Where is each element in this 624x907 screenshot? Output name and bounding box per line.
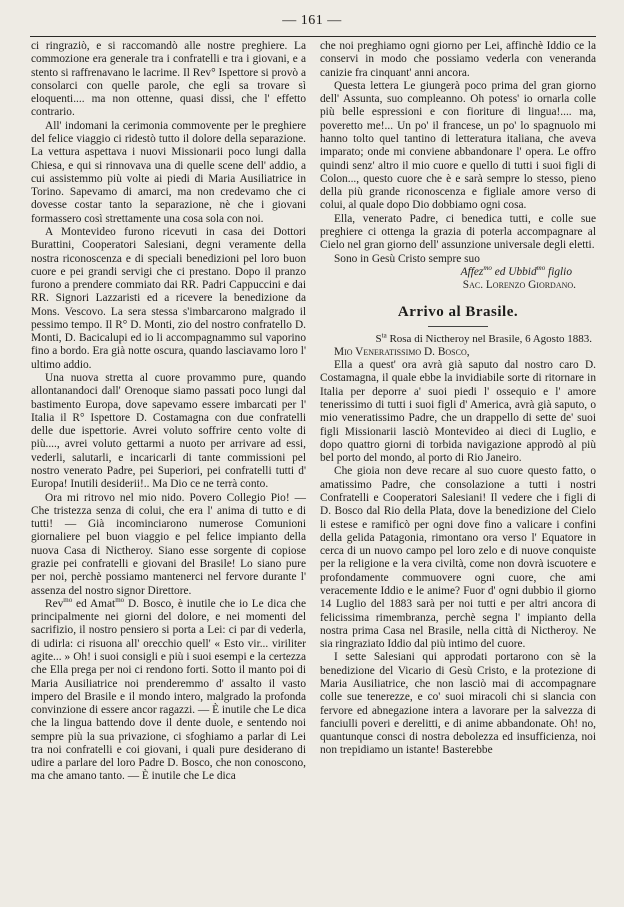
paragraph: Ora mi ritrovo nel mio nido. Povero Collegio Pio! — Che tristezza senza di colui, che era l' anima di tutto e di tutti! — Già incominciarono numerose Comunioni giornaliere pel buon viaggio e pel felice impianto della nuova Casa di Nictheroy. Siano esse sorgente di copiose grazie pei confratelli e giovani del Brasile! Lo siano pure per noi, perchè possiamo mantenerci nel fervore durante l' assenza del nostro signor Direttore. <box>31 491 306 597</box>
salutation: Mio Veneratissimo D. Bosco, <box>334 345 470 358</box>
signature-closing: Affez$^{mo}$ ed Ubbid$^{mo}$ figlio <box>460 264 572 278</box>
paragraph: Ella, venerato Padre, ci benedica tutti, e colle sue preghiere ci ottenga la grazia di poterla accompagnare al Cielo nel gran giorno dell' assunzione universale degli eletti. <box>320 212 596 252</box>
right-column <box>320 40 596 758</box>
paragraph: Ella a quest' ora avrà già saputo dal nostro caro D. Costamagna, il quale ebbe la invidiabile sorte di ritornare in Italia per deporre a' suoi piedi l' ossequio e l' amore tenerissimo di tutti i suoi figli d' America, avrà già saputo, o mio veneratissimo Padre, che un drappello di sette de' suoi figli Missionarii lasciò Montevideo ai dieci di Luglio, e dopo quattro giorni di torbida navigazione approdò al più bel porto del mondo, al porto di Rio Janeiro. <box>320 359 596 465</box>
paragraph: All' indomani la cerimonia commovente per le preghiere del felice viaggio ci ridestò tutto il dolore della separazione. La vettura aspettava i nuovi Missionarii poco lungi dalla Chiesa, e qui si rinnovava una di quelle scene dell' addio, a cui assistemmo più volte ai piedi di Maria Ausiliatrice in Torino. Sapevamo di amarci, ma non credevamo che ci dovesse costar tanto la separazione, nè che i giovani formassero così strettamente una cosa sola con noi. <box>31 119 306 225</box>
page-number: — 161 — <box>282 13 342 28</box>
section-title-underline <box>428 326 488 327</box>
dateline: $S^{ta}$ Rosa di Nictheroy nel Brasile, 6 Agosto 1883. <box>375 330 592 345</box>
paragraph: che noi preghiamo ogni giorno per Lei, affinchè Iddio ce la conservi in modo che possiamo vederla con veneranda canizie fra cinquant' anni ancora. <box>320 40 596 79</box>
left-column <box>31 40 306 784</box>
paragraph: Che gioia non deve recare al suo cuore questo fatto, o amatissimo Padre, che consolazione a tutti i nostri Confratelli e Cooperatori Salesiani! Il vedere che i figli di D. Bosco dal Rio della Plata, dove la benedizione del Cielo li estese e ramificò per ogni dove fino a valicare i confini della gelida Patagonia, rimontano ora verso l' Equatore in cerca di un nuovo campo pel loro zelo e di nuove conquiste per la religione e la vera civiltà, come non dovrà iscuotere e profondamente commuovere ogni cuore, che ami veracemente Iddio e le anime? Fuor d' ogni dubbio il giorno 14 Luglio del 1883 sarà per noi tutti e per altri ancora di felicissima rimembranza, perchè segna l' impianto della nostra prima Casa nel Brasile, nella città di Nictheroy. Ne sia ringraziato Iddio dal più intimo del cuore. <box>320 465 596 651</box>
paragraph: Una nuova stretta al cuore provammo pure, quando allontanandoci dall' Orenoque siamo passati poco lungi dal bastimento Europa, dove sapevamo essere imbarcati per l' Italia il R° Ispettore D. Costamagna con due confratelli delle due ispettorie. Avrei voluto soffrire cento volte di più...., avrei voluto gettarmi a nuoto per arrivare ad essi, vederli, salutarli, e incaricarli di tante commissioni pel nostro venerato Padre, pei Superiori, pei confratelli tutti d' Europa! Inutili desiderii!.. Ma Dio ce ne terrà conto. <box>31 372 306 491</box>
paragraph: A Montevideo furono ricevuti in casa dei Dottori Burattini, Cooperatori Salesiani, degni veramente della nostra riconoscenza e di speciali benedizioni pel loro buon cuore e pei grandi servigi che ci prestano. Dopo il pranzo furono a prendere commiato dai RR. Padri Cappuccini e dai RR. Signori Lazzaristi ed a ricevere la benedizione da Mons. Vescovo. La sera stessa s'imbarcarono malgrado il pessimo tempo. Il R° D. Monti, zio del nostro confratello D. Monti, D. Bacicalupi ed io li accompagnammo sul vaporino fino a bordo. Era già notte oscura, quando lasciavamo loro l' ultimo addio. <box>31 225 306 371</box>
signature-name: Sac. Lorenzo Giordano. <box>462 279 576 292</box>
paragraph: I sette Salesiani qui approdati portarono con sè la benedizione del Vicario di Gesù Cristo, e la protezione di Maria Ausiliatrice, che non lasciò mai di accompagnare colle sue tenerezze, e co' suoi miracoli chi si slancia con fervore ed abnegazione intera a lavorare per la salvezza di fanciulli poveri e derelitti, e di anime abbandonate. Oh! no, quantunque consci di nostra debolezza ed insufficienza, noi non trepidiamo un istante! Basterebbe <box>320 651 596 757</box>
paragraph: Questa lettera Le giungerà poco prima del gran giorno dell' Assunta, suo compleanno. Oh potess' io ornarla colle più belle espressioni e con fioriture di lingua!.... ma, poveretto me!... Un po' il francese, un po' lo spagnuolo mi hanno tolto quel tantino di letteratura italiana, che aveva imparato; onde mi conviene abbandonare l' opera. Le offro quindi senz' altro il mio cuore e quello di tutti i suoi figli di Colon..., questo cuore che è e sarà sempre lo stesso, pieno della più grande riconoscenza e figliale amore verso di colui, al quale dopo Dio dobbiamo ogni cosa. <box>320 79 596 212</box>
paragraph: Sono in Gesù Cristo sempre suo <box>334 252 480 265</box>
section-title <box>320 306 596 326</box>
header-rule <box>30 36 596 37</box>
paragraph: Rev$^{mo}$ ed Amat$^{mo}$ D. Bosco, è inutile che io Le dica che principalmente nei giorni del dolore, e nei momenti del sacrifizio, il nostro pensiero si porta a Lei: ci par di vederla, di udirla: ci risuona all' orecchio quell' « Esto vir... viriliter agite... » Oh! i suoi consigli e più i suoi esempi e la certezza che Ella prega per noi ci rendono forti. Sotto il manto poi di Maria Ausiliatrice noi prenderemmo d' assalto il vasto impero del Brasile e il mondo intero, malgrado la profonda convinzione di essere ancor ragazzi. — È inutile che Le dica che la lingua battendo dove il dente duole, e sentendo noi sempre più la sua privazione, ci sfoghiamo a parlar di Lei tra noi confratelli e coi giovani, i quali pure desiderano di udire a parlare del loro Padre D. Bosco, che non conoscono, ma che amano tanto. — È inutile che Le dica <box>31 596 306 783</box>
paragraph: ci ringraziò, e si raccomandò alle nostre preghiere. La commozione era generale tra i confratelli e tra i giovani, e a stento si raffrenavano le lacrime. Il Rev° Ispettore si provò a consolarci con quelle parole, che egli sa trovare sì eloquenti.... ma non ottenne, quasi dissi, che l' effetto contrario. <box>31 40 306 119</box>
section-title-text: Arrivo al Brasile. <box>397 304 519 321</box>
